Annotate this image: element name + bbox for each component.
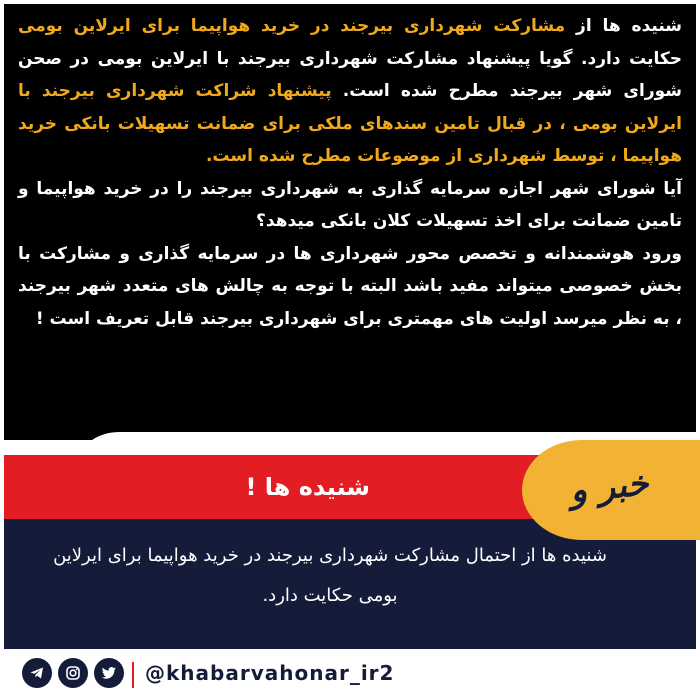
para1-highlight: مشارکت شهرداری بیرجند در خرید هواپیما برای ایرلاین بومی [18, 16, 566, 36]
footer-divider [132, 662, 134, 688]
para1-middle: حکایت دارد. گویا پیشنهاد مشارکت شهرداری بیرجند با ایرلاین بومی در صحن شورای شهر بیرجند مطرح شده است. [18, 48, 682, 101]
telegram-icon[interactable] [22, 658, 52, 688]
summary-text: شنیده ها از احتمال مشارکت شهرداری بیرجند در خرید هواپیما برای ایرلاین بومی حکایت دارد. [53, 545, 607, 606]
social-handle: @khabarvahonar_ir2 [145, 661, 395, 685]
article-body [18, 10, 682, 335]
instagram-icon[interactable] [58, 658, 88, 688]
para2: آیا شورای شهر اجازه سرمایه گذاری به شهرداری بیرجند را در خرید هواپیما و تامین ضمانت برای اخذ تسهیلات کلان بانکی میدهد؟ [18, 178, 682, 231]
para1-highlight-2: پیشنهاد شراکت شهرداری بیرجند با ایرلاین بومی ، در قبال تامین سندهای ملکی برای ضمانت تسهیلات بانکی خرید هواپیما ، توسط شهرداری از موضوعات مطرح شده است. [18, 81, 682, 166]
para3: ورود هوشمندانه و تخصص محور شهرداری ها در سرمایه گذاری و مشارکت با بخش خصوصی میتواند مفید باشد البته با توجه به چالش های متعدد شهر بیرجند ، به نظر میرسد اولیت های مهمتری برای شهرداری بیرجند قابل تعریف است ! [18, 243, 682, 329]
para1-start: شنیده ها از [565, 16, 682, 36]
twitter-icon[interactable] [94, 658, 124, 688]
banner-title: شنیده ها ! [245, 473, 370, 501]
logo: خبر و هنر [568, 463, 651, 580]
